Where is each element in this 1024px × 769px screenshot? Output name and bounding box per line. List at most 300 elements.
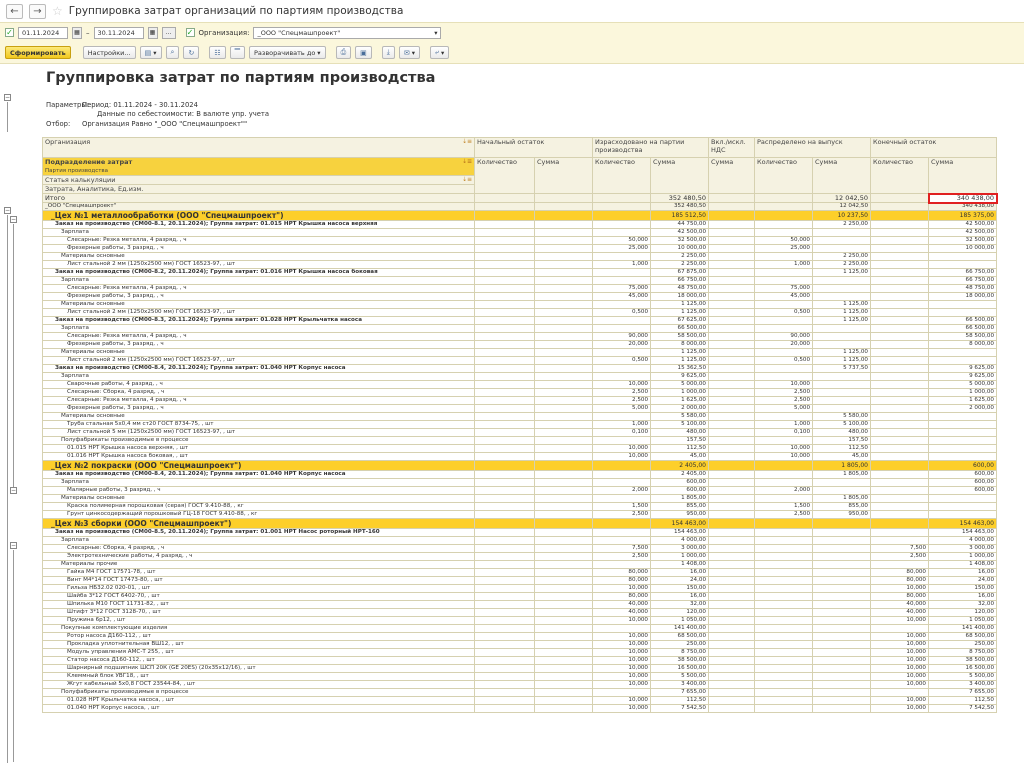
report-parameters-bar [0,22,1024,42]
window-title: Группировка затрат организаций по партиям производства [68,5,404,17]
table-row[interactable] [43,203,997,211]
favorite-star-icon[interactable]: ☆ [52,4,63,18]
cell [709,705,755,713]
cell [755,325,813,333]
table-row[interactable] [43,429,997,437]
cell [709,689,755,697]
cell [871,625,929,633]
cell [475,437,535,445]
table-row[interactable] [43,413,997,421]
cell [535,649,593,657]
cell [709,673,755,681]
cell: 0,500 [593,309,651,317]
table-row[interactable] [43,511,997,519]
header-cost-item[interactable]: ⇣≡ Статья калькуляции [43,176,475,185]
row-label: Лист стальной 2 мм (1250х2500 мм) ГОСТ 16523-97, , шт [43,309,475,317]
header-sum: Сумма [929,158,997,194]
table-row[interactable] [43,211,997,221]
table-row[interactable] [43,593,997,601]
table-row[interactable] [43,617,997,625]
cell [475,211,535,221]
cell [475,261,535,269]
cell: 5 000,00 [651,381,709,389]
cell [475,203,535,211]
cell [813,609,871,617]
cell [929,301,997,309]
table-row[interactable] [43,269,997,277]
cell: 340 438,00 [929,203,997,211]
cell [709,681,755,689]
cell: 8 750,00 [929,649,997,657]
cell: 40,000 [593,609,651,617]
row-label: Зарплата [43,537,475,545]
cell: 1 000,00 [929,553,997,561]
table-row[interactable] [43,545,997,553]
cell [813,519,871,529]
cell [813,601,871,609]
row-label: Материалы основные [43,413,475,421]
cell [535,625,593,633]
table-row[interactable] [43,421,997,429]
cell [755,519,813,529]
row-label: Полуфабрикаты производимые в процессе [43,689,475,697]
cell [535,277,593,285]
row-label: Заказ на производство (СМ00-8.1, 20.11.2024); Группа затрат: 01.015 НРТ Крышка насоса верхняя [43,221,475,229]
table-row[interactable] [43,293,997,301]
cell: 7 542,50 [929,705,997,713]
cell [535,269,593,277]
cell [535,673,593,681]
cell [535,437,593,445]
collapse-dept3-icon[interactable]: − [11,542,17,549]
row-label: Полуфабрикаты производимые в процессе [43,437,475,445]
table-row[interactable] [43,261,997,269]
cell: 2 250,00 [651,253,709,261]
cell: 66 500,00 [929,325,997,333]
row-label: Фрезерные работы, 3 разряд, , ч [43,341,475,349]
row-label: Покупные комплектующие изделия [43,625,475,633]
param-currency: Данные по себестоимости: В валюте упр. учета [97,110,270,118]
table-row[interactable] [43,625,997,633]
cell [709,503,755,511]
date-to-field[interactable]: 30.11.2024 [94,27,144,39]
cell: 600,00 [929,471,997,479]
table-row[interactable] [43,577,997,585]
cell [709,529,755,537]
cell [709,609,755,617]
row-label: 01.040 НРТ Корпус насоса, , шт [43,705,475,713]
cell [813,657,871,665]
cell [755,665,813,673]
table-row[interactable] [43,397,997,405]
table-row[interactable] [43,325,997,333]
cell [871,203,929,211]
row-label: Заказ на производство (СМ00-8.5, 20.11.2024); Группа затрат: 01.001 НРТ Насос роторный НРТ-160 [43,529,475,537]
save-button[interactable] [382,46,395,59]
cell [475,445,535,453]
row-label: Слесарные: Резка металла, 4 разряд, , ч [43,333,475,341]
table-row[interactable] [43,389,997,397]
cell: 5 580,00 [651,413,709,421]
table-row[interactable] [43,665,997,673]
organization-value: _ООО "Спецмашпроект" [257,28,341,37]
cell [593,561,651,569]
table-row[interactable] [43,585,997,593]
table-row[interactable] [43,405,997,413]
cell: 10,000 [871,633,929,641]
total-row [43,194,997,203]
cell [813,569,871,577]
generate-button[interactable]: Сформировать [5,46,71,59]
collapse-dept2-icon[interactable]: − [11,487,17,494]
cell: 1 125,00 [813,309,871,317]
table-row[interactable] [43,253,997,261]
header-end-balance: Конечный остаток [871,138,997,158]
cell [535,529,593,537]
table-row[interactable] [43,529,997,537]
cell: 2 250,00 [651,261,709,269]
cell: 45,000 [755,293,813,301]
cell: 7 655,00 [651,689,709,697]
table-row[interactable] [43,519,997,529]
table-row[interactable] [43,245,997,253]
cell: 1 125,00 [651,309,709,317]
cell [475,537,535,545]
cell: 2 000,00 [651,405,709,413]
cell [475,389,535,397]
header-subdivision[interactable]: ⇣≡ Подразделение затрат Партия производства [43,158,475,176]
cell [535,237,593,245]
cell: 66 750,00 [929,269,997,277]
more-actions-icon: ⤶ [435,48,439,56]
cell: 2,500 [593,511,651,519]
cell: 20,000 [593,341,651,349]
cell: 250,00 [651,641,709,649]
cell: 1 125,00 [651,349,709,357]
cell [535,333,593,341]
cell: 10 237,50 [813,211,871,221]
date-separator: – [86,28,90,37]
row-label: Слесарные: Резка металла, 4 разряд, , ч [43,397,475,405]
row-label: Сварочные работы, 4 разряд, , ч [43,381,475,389]
cell: 67 875,00 [651,269,709,277]
cell [535,487,593,495]
cell [475,349,535,357]
cell: 1 125,00 [813,301,871,309]
cell [813,705,871,713]
refresh-button[interactable] [183,46,199,59]
cell [755,681,813,689]
table-row[interactable] [43,657,997,665]
cell: 2 405,00 [651,471,709,479]
cell: 0,100 [755,429,813,437]
cell: 58 500,00 [929,333,997,341]
cell [593,373,651,381]
header-organization[interactable]: ⇣≡ Организация [43,138,475,158]
cell: 150,00 [651,585,709,593]
table-row[interactable] [43,461,997,471]
cell [755,593,813,601]
table-row[interactable] [43,609,997,617]
cell [813,641,871,649]
table-row[interactable] [43,689,997,697]
table-row[interactable] [43,357,997,365]
total-distributed: 12 042,50 [813,194,871,203]
cell: 75,000 [755,285,813,293]
collapse-org-icon[interactable]: − [5,207,11,214]
table-row[interactable] [43,471,997,479]
table-row[interactable] [43,649,997,657]
cell: 1 125,00 [651,357,709,365]
table-row[interactable] [43,277,997,285]
header-row [43,138,997,158]
table-row[interactable] [43,503,997,511]
cell [593,277,651,285]
cell [475,681,535,689]
levels-button[interactable] [230,46,245,59]
table-row[interactable] [43,237,997,245]
table-row[interactable] [43,365,997,373]
cell [755,649,813,657]
table-row[interactable] [43,633,997,641]
cell [475,405,535,413]
cell [709,229,755,237]
search-button[interactable] [166,46,180,59]
cell [709,487,755,495]
cell [475,617,535,625]
row-label: Модуль управления АМС-Т 255, , шт [43,649,475,657]
table-row[interactable] [43,453,997,461]
report-variant-icon: ▤ [144,48,152,57]
cell [593,413,651,421]
table-row[interactable] [43,341,997,349]
row-label: Зарплата [43,479,475,487]
table-row[interactable] [43,221,997,229]
cell [871,437,929,445]
table-row[interactable] [43,697,997,705]
cell: 154 463,00 [651,529,709,537]
cell [709,453,755,461]
cell: 10,000 [593,705,651,713]
cell [475,519,535,529]
table-row[interactable] [43,285,997,293]
cell: 10,000 [871,697,929,705]
cell [475,269,535,277]
cell [709,461,755,471]
cell [755,705,813,713]
cell [871,277,929,285]
cell: 20,000 [755,341,813,349]
calendar-icon[interactable]: ▦ [148,27,158,39]
cell: 40,000 [593,601,651,609]
cell [535,381,593,389]
total-end-balance[interactable]: 340 438,00 [929,194,997,203]
cell [709,421,755,429]
cell [871,285,929,293]
table-row[interactable] [43,437,997,445]
table-row[interactable] [43,537,997,545]
cell [709,479,755,487]
cell [755,601,813,609]
row-label: Клеммный блок УВГ18, , шт [43,673,475,681]
print-button[interactable] [336,46,352,59]
cell: 10 000,00 [651,245,709,253]
row-label: Зарплата [43,277,475,285]
cell [709,429,755,437]
table-row[interactable] [43,673,997,681]
table-row[interactable] [43,349,997,357]
cell [871,429,929,437]
cell: 1 000,00 [651,553,709,561]
cell: 1 625,00 [651,397,709,405]
cell: 10,000 [593,641,651,649]
cell [813,553,871,561]
cell [755,373,813,381]
preview-button[interactable] [355,46,372,59]
cell [871,333,929,341]
cell: 66 500,00 [651,325,709,333]
organization-field[interactable] [253,27,441,39]
cell [535,641,593,649]
cell [755,437,813,445]
row-label: Заказ на производство (СМ00-8.3, 20.11.2024); Группа затрат: 01.028 НРТ Крыльчатка насоса [43,317,475,325]
collapse-header-icon[interactable]: − [5,94,11,101]
cell: 1,000 [755,261,813,269]
cell: 8 000,00 [651,341,709,349]
cell [813,561,871,569]
cell [755,569,813,577]
calendar-icon[interactable]: ▦ [72,27,82,39]
cell [871,479,929,487]
cell: 185 375,00 [929,211,997,221]
table-row[interactable] [43,641,997,649]
cell [709,697,755,705]
cell [475,341,535,349]
table-row[interactable] [43,681,997,689]
cell [535,479,593,487]
cell [709,269,755,277]
cell [475,585,535,593]
cell [709,519,755,529]
row-label: _ООО "Спецмашпроект" [43,203,475,211]
table-row[interactable] [43,601,997,609]
cell: 0,500 [755,309,813,317]
more-button[interactable]: ⤶ ▾ [430,46,449,59]
header-qty: Количество [475,158,535,194]
table-row[interactable] [43,553,997,561]
cell: 154 463,00 [651,519,709,529]
row-label: Малярные работы, 3 разряд, , ч [43,487,475,495]
cell [813,341,871,349]
table-row[interactable] [43,317,997,325]
group-button[interactable] [209,46,225,59]
cell [535,511,593,519]
settings-button[interactable] [83,46,136,59]
cell: 154 463,00 [929,529,997,537]
cell [709,253,755,261]
back-arrow-icon[interactable]: ← [6,4,23,19]
refresh-icon: ↻ [188,48,195,57]
row-label: Шайба 3*12 ГОСТ 6402-70, , шт [43,593,475,601]
cell [593,325,651,333]
cell [535,389,593,397]
levels-icon: ▔ [234,48,240,57]
row-label: Труба стальная 5х0,4 мм ст20 ГОСТ 8734-75, , шт [43,421,475,429]
cell [871,461,929,471]
report-table [42,137,997,713]
cell [475,601,535,609]
cell [593,221,651,229]
cell [871,237,929,245]
cell [709,381,755,389]
cell [871,519,929,529]
table-row[interactable] [43,561,997,569]
table-row[interactable] [43,309,997,317]
table-row[interactable] [43,445,997,453]
variant-button[interactable]: ▤ ▾ [140,46,162,59]
row-label: 01.028 НРТ Крыльчатка насоса, , шт [43,697,475,705]
cell [593,529,651,537]
cell [871,365,929,373]
row-label: 01.015 НРТ Крышка насоса верхняя, , шт [43,445,475,453]
cell [813,625,871,633]
cell [813,673,871,681]
send-button[interactable]: ✉ ▾ [399,46,420,59]
cell [535,537,593,545]
cell: 66 750,00 [929,277,997,285]
cell [709,285,755,293]
collapse-dept1-icon[interactable]: − [11,216,17,223]
expand-button[interactable]: Разворачивать до ▾ [249,46,326,59]
cell [475,495,535,503]
cell [871,221,929,229]
organization-label: Организация: [198,28,250,37]
cell: 5,000 [593,405,651,413]
table-row[interactable] [43,333,997,341]
table-row[interactable] [43,569,997,577]
header-cost: Затрата, Аналитика, Ед.изм. [43,185,475,194]
row-label: Заказ на производство (СМ00-8.4, 20.11.2024); Группа затрат: 01.040 НРТ Корпус насоса [43,471,475,479]
table-row[interactable] [43,373,997,381]
cell: 50,000 [593,237,651,245]
period-checkbox[interactable]: ✓ [6,27,13,37]
date-from-field[interactable]: 01.11.2024 [18,27,68,39]
cell [535,633,593,641]
cell: 600,00 [929,487,997,495]
table-row[interactable] [43,381,997,389]
cell [535,617,593,625]
cell [929,511,997,519]
period-select-button[interactable]: … [162,27,176,39]
cell: 3 000,00 [929,545,997,553]
table-row[interactable] [43,229,997,237]
cell: 67 625,00 [651,317,709,325]
cell: 1 050,00 [929,617,997,625]
cell: 25,000 [755,245,813,253]
organization-checkbox[interactable]: ✓ [186,27,194,37]
cell [709,601,755,609]
cell [535,577,593,585]
table-row[interactable] [43,487,997,495]
dropdown-icon[interactable]: ▾ [434,28,438,37]
table-row[interactable] [43,301,997,309]
forward-arrow-icon[interactable]: → [29,4,46,19]
table-row[interactable] [43,705,997,713]
table-row[interactable] [43,479,997,487]
table-row[interactable] [43,495,997,503]
cell [929,437,997,445]
cell: 150,00 [929,585,997,593]
